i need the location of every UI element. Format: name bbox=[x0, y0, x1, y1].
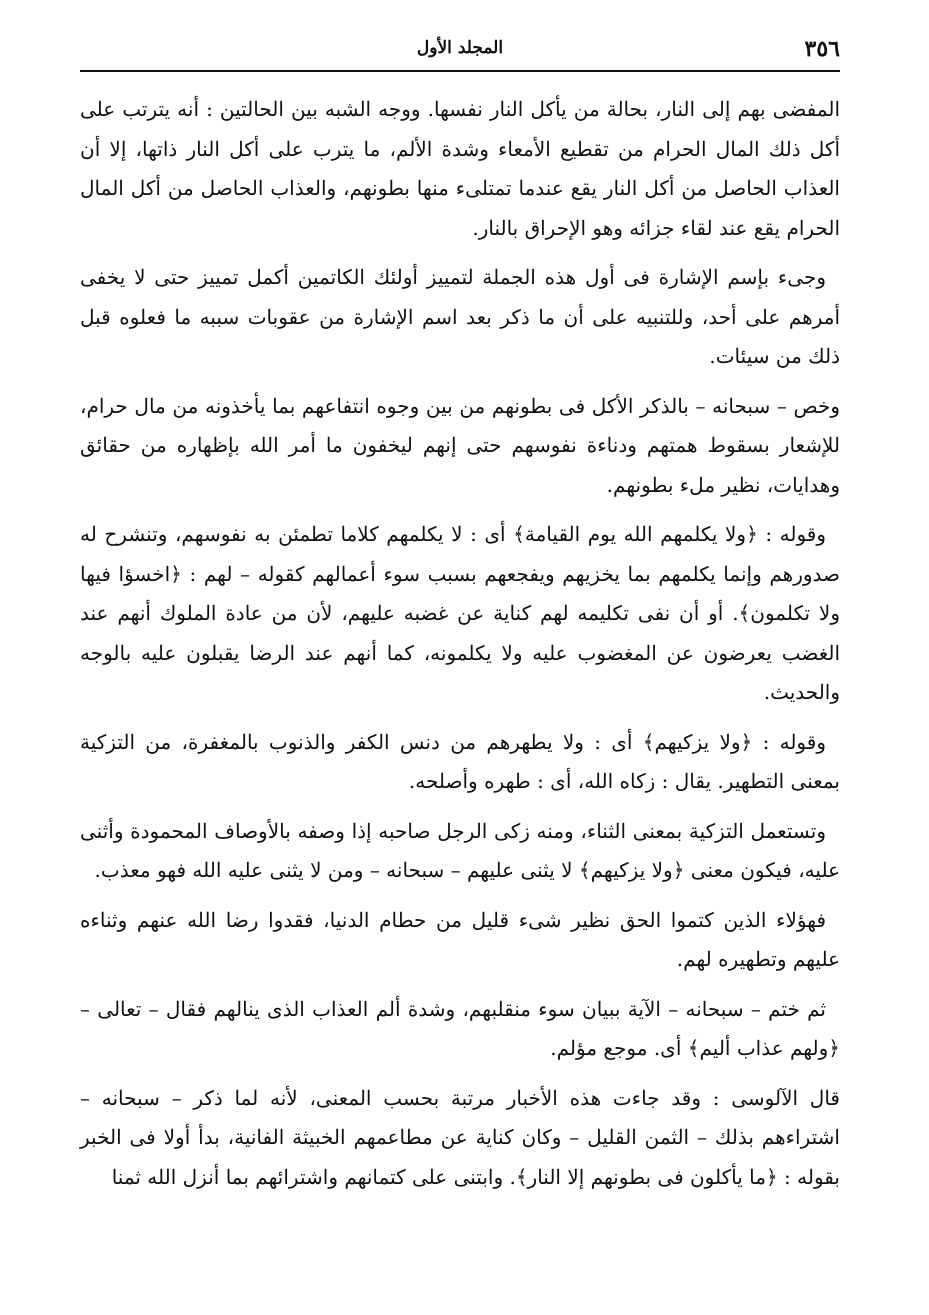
paragraph: وجىء بإسم الإشارة فى أول هذه الجملة لتمييز أولئك الكاتمين أكمل تمييز حتى لا يخفى أمرهم على أحد، وللتنبيه على أن ما ذكر بعد اسم الإشارة من عقوبات سببه ما فعلوه قبل ذلك من سيئات. bbox=[80, 265, 840, 368]
header-divider bbox=[80, 70, 840, 72]
paragraph: وخص – سبحانه – بالذكر الأكل فى بطونهم من بين وجوه انتفاعهم بما يأخذونه من مال حرام، للإشعار بسقوط همتهم ودناءة نفوسهم حتى إنهم ليخفون ما أمر الله بإظهاره من حقائق وهدايات، نظير ملء بطونهم. bbox=[80, 393, 840, 497]
paragraph: وقوله : ﴿ولا يزكيهم﴾ أى : ولا يطهرهم من دنس الكفر والذنوب بالمغفرة، من التزكية بمعنى التطهير. يقال : زكاه الله، أى : طهره وأصلحه. bbox=[80, 729, 840, 793]
paragraph: ثم ختم – سبحانه – الآية ببيان سوء منقلبهم، وشدة ألم العذاب الذى ينالهم فقال – تعالى – ﴿ولهم عذاب أليم﴾ أى. موجع مؤلم. bbox=[80, 996, 840, 1060]
paragraph: وقوله : ﴿ولا يكلمهم الله يوم القيامة﴾ أى : لا يكلمهم كلاما تطمئن به نفوسهم، وتنشرح له صدورهم وإنما يكلمهم بما يخزيهم ويفجعهم بسبب سوء أعمالهم كقوله – لهم : ﴿اخسؤا فيها ولا تكلمون﴾. أو أن نفى تكليمه لهم كناية عن غضبه عليهم، لأن من عادة الملوك أنهم عند الغضب يعرضون عن المغضوب عليه ولا يكلمونه، كما أنهم عند الرضا يقبلون عليه بالوجه والحديث. bbox=[80, 522, 840, 704]
paragraph: المفضى بهم إلى النار، بحالة من يأكل النار نفسها. ووجه الشبه بين الحالتين : أنه يترتب على أكل ذلك المال الحرام من تقطيع الأمعاء وشدة الألم، ما يترب على أكل النار ذاتها، إلا أن العذاب الحاصل من أكل النار يقع عندما تمتلىء منها بطونهم، والعذاب الحاصل من أكل المال الحرام يقع عند لقاء جزائه وهو الإحراق بالنار. bbox=[80, 97, 840, 240]
page-header bbox=[80, 36, 840, 66]
page-number: ٣٥٦ bbox=[804, 36, 840, 62]
paragraph: وتستعمل التزكية بمعنى الثناء، ومنه زكى الرجل صاحبه إذا وصفه بالأوصاف المحمودة وأثنى عليه، فيكون معنى ﴿ولا يزكيهم﴾ لا يثنى عليهم – سبحانه – ومن لا يثنى عليه الله فهو معذب. bbox=[80, 818, 840, 882]
paragraph: قال الآلوسى : وقد جاءت هذه الأخبار مرتبة بحسب المعنى، لأنه لما ذكر – سبحانه – اشتراءهم بذلك – الثمن القليل – وكان كناية عن مطاعمهم الخبيثة الفانية، بدأ أولا فى الخبر بقوله : ﴿ما يأكلون فى بطونهم إلا النار﴾. وابتنى على كتمانهم واشترائهم بما أنزل الله ثمنا bbox=[80, 1085, 840, 1189]
page-body bbox=[80, 90, 840, 1207]
paragraph: فهؤلاء الذين كتموا الحق نظير شىء قليل من حطام الدنيا، فقدوا رضا الله عنهم وثناءه عليهم وتطهيره لهم. bbox=[80, 907, 840, 971]
volume-title: المجلد الأول bbox=[416, 38, 504, 58]
